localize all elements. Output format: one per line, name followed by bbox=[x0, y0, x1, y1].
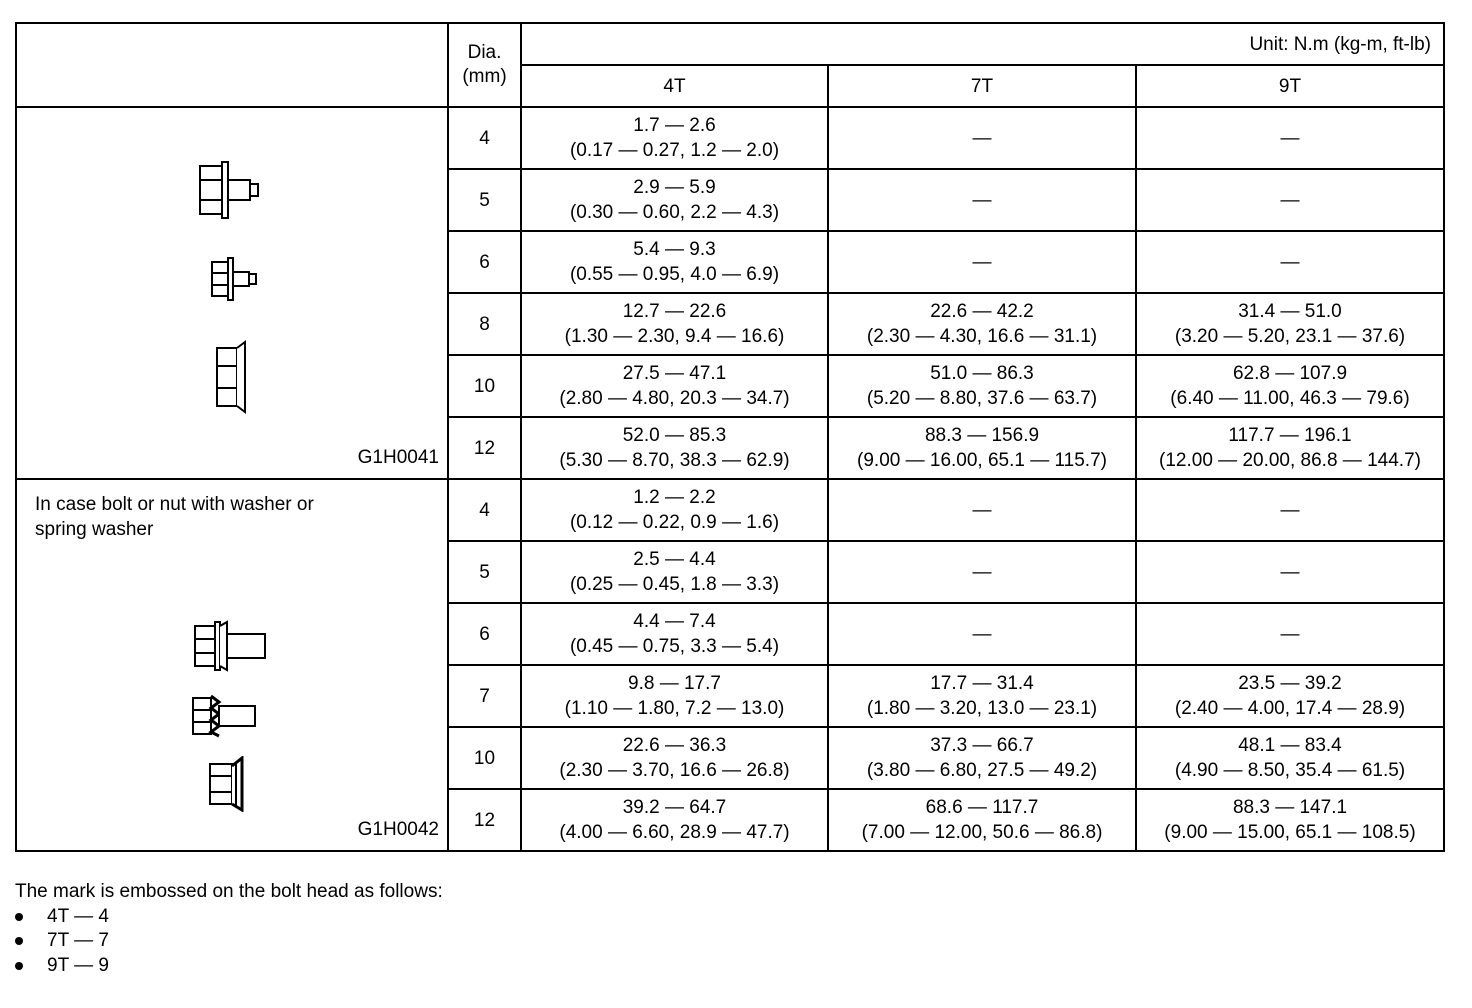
torque-nm: 52.0 — 85.3 bbox=[622, 425, 727, 446]
mark-item: 9T — 9 bbox=[15, 954, 443, 979]
torque-nm: — bbox=[1280, 561, 1300, 583]
torque-nm: 68.6 — 117.7 bbox=[925, 797, 1039, 818]
torque-nm: 62.8 — 107.9 bbox=[1232, 363, 1348, 384]
torque-kgm-ftlb: (12.00 — 20.00, 86.8 — 144.7) bbox=[1159, 450, 1421, 471]
torque-kgm-ftlb: (1.80 — 3.20, 13.0 — 23.1) bbox=[866, 698, 1098, 719]
dia-cell: 8 bbox=[448, 293, 521, 355]
torque-kgm-ftlb: (7.00 — 12.00, 50.6 — 86.8) bbox=[861, 822, 1103, 843]
torque-t4-cell bbox=[521, 727, 828, 789]
torque-kgm-ftlb: (1.30 — 2.30, 9.4 — 16.6) bbox=[564, 326, 785, 347]
torque-nm: 37.3 — 66.7 bbox=[930, 735, 1034, 756]
torque-t9-cell bbox=[1136, 293, 1444, 355]
dia-cell: 10 bbox=[448, 727, 521, 789]
torque-nm: — bbox=[972, 499, 992, 521]
torque-t9-cell bbox=[1136, 479, 1444, 541]
torque-kgm-ftlb: (0.30 — 0.60, 2.2 — 4.3) bbox=[569, 202, 780, 223]
dia-cell: 7 bbox=[448, 665, 521, 727]
torque-t7-cell bbox=[828, 789, 1136, 851]
torque-kgm-ftlb: (1.10 — 1.80, 7.2 — 13.0) bbox=[564, 698, 785, 719]
torque-nm: 27.5 — 47.1 bbox=[622, 363, 727, 384]
dia-cell: 6 bbox=[448, 231, 521, 293]
torque-t4-cell bbox=[521, 169, 828, 231]
torque-kgm-ftlb: (0.45 — 0.75, 3.3 — 5.4) bbox=[569, 636, 780, 657]
torque-t7-cell bbox=[828, 293, 1136, 355]
torque-nm: 51.0 — 86.3 bbox=[930, 363, 1034, 384]
torque-nm: — bbox=[1280, 623, 1300, 645]
torque-t4-cell bbox=[521, 479, 828, 541]
dia-cell: 5 bbox=[448, 169, 521, 231]
torque-nm: 39.2 — 64.7 bbox=[622, 797, 727, 818]
torque-t9-cell bbox=[1136, 417, 1444, 479]
torque-nm: 1.7 — 2.6 bbox=[633, 115, 716, 136]
mark-list bbox=[15, 905, 443, 979]
torque-t7-cell bbox=[828, 541, 1136, 603]
torque-t9-cell bbox=[1136, 107, 1444, 169]
torque-t4-cell bbox=[521, 665, 828, 727]
torque-nm: 5.4 — 9.3 bbox=[633, 239, 716, 260]
torque-nm: 2.9 — 5.9 bbox=[633, 177, 716, 198]
mark-item: 4T — 4 bbox=[15, 905, 443, 930]
torque-nm: 12.7 — 22.6 bbox=[622, 301, 727, 322]
torque-t4-cell bbox=[521, 541, 828, 603]
torque-kgm-ftlb: (2.80 — 4.80, 20.3 — 34.7) bbox=[559, 388, 790, 409]
dia-cell: 12 bbox=[448, 789, 521, 851]
torque-t9-cell bbox=[1136, 541, 1444, 603]
dia-cell: 4 bbox=[448, 479, 521, 541]
torque-t4-cell bbox=[521, 789, 828, 851]
fastener-illustration-cell bbox=[16, 107, 448, 479]
torque-table bbox=[15, 22, 1445, 852]
nut-with-washer-icon bbox=[17, 756, 447, 819]
torque-kgm-ftlb: (0.25 — 0.45, 1.8 — 3.3) bbox=[569, 574, 780, 595]
table-row bbox=[16, 479, 1444, 541]
table-row bbox=[16, 107, 1444, 169]
torque-t4-cell bbox=[521, 417, 828, 479]
dia-cell: 5 bbox=[448, 541, 521, 603]
unit-header: Unit: N.m (kg-m, ft-lb) bbox=[521, 23, 1444, 65]
bolt-with-washer-icon bbox=[17, 620, 447, 679]
torque-t7-cell bbox=[828, 727, 1136, 789]
fastener-illustration-cell bbox=[16, 479, 448, 851]
torque-kgm-ftlb: (2.30 — 4.30, 16.6 — 31.1) bbox=[866, 326, 1098, 347]
torque-t4-cell bbox=[521, 107, 828, 169]
torque-t9-cell bbox=[1136, 603, 1444, 665]
torque-nm: 88.3 — 147.1 bbox=[1232, 797, 1348, 818]
torque-nm: 22.6 — 42.2 bbox=[930, 301, 1034, 322]
torque-nm: 2.5 — 4.4 bbox=[633, 549, 716, 570]
torque-nm: 117.7 — 196.1 bbox=[1228, 425, 1352, 446]
grade-7t-header: 7T bbox=[828, 65, 1136, 107]
torque-kgm-ftlb: (4.90 — 8.50, 35.4 — 61.5) bbox=[1174, 760, 1406, 781]
torque-kgm-ftlb: (6.40 — 11.00, 46.3 — 79.6) bbox=[1170, 388, 1410, 409]
torque-nm: 17.7 — 31.4 bbox=[930, 673, 1034, 694]
torque-nm: 4.4 — 7.4 bbox=[633, 611, 716, 632]
torque-kgm-ftlb: (2.30 — 3.70, 16.6 — 26.8) bbox=[559, 760, 790, 781]
bolt-with-spring-washer-icon bbox=[17, 692, 447, 747]
torque-kgm-ftlb: (9.00 — 16.00, 65.1 — 115.7) bbox=[857, 450, 1107, 471]
dia-cell: 12 bbox=[448, 417, 521, 479]
header-blank bbox=[16, 23, 448, 107]
torque-t9-cell bbox=[1136, 231, 1444, 293]
torque-t4-cell bbox=[521, 231, 828, 293]
dia-cell: 10 bbox=[448, 355, 521, 417]
footer-intro: The mark is embossed on the bolt head as follows: bbox=[15, 881, 443, 902]
torque-t9-cell bbox=[1136, 665, 1444, 727]
dia-cell: 6 bbox=[448, 603, 521, 665]
torque-kgm-ftlb: (3.20 — 5.20, 23.1 — 37.6) bbox=[1174, 326, 1406, 347]
mark-item: 7T — 7 bbox=[15, 929, 443, 954]
torque-kgm-ftlb: (3.80 — 6.80, 27.5 — 49.2) bbox=[866, 760, 1098, 781]
torque-nm: — bbox=[1280, 499, 1300, 521]
torque-t9-cell bbox=[1136, 355, 1444, 417]
torque-nm: 1.2 — 2.2 bbox=[633, 487, 716, 508]
torque-t7-cell bbox=[828, 169, 1136, 231]
torque-nm: — bbox=[972, 561, 992, 583]
torque-nm: — bbox=[1280, 127, 1300, 149]
torque-kgm-ftlb: (2.40 — 4.00, 17.4 — 28.9) bbox=[1174, 698, 1406, 719]
torque-kgm-ftlb: (0.17 — 0.27, 1.2 — 2.0) bbox=[569, 140, 780, 161]
torque-t4-cell bbox=[521, 355, 828, 417]
figure-code: G1H0041 bbox=[357, 447, 439, 468]
torque-nm: 88.3 — 156.9 bbox=[924, 425, 1040, 446]
torque-t7-cell bbox=[828, 355, 1136, 417]
torque-t7-cell bbox=[828, 231, 1136, 293]
torque-nm: 48.1 — 83.4 bbox=[1238, 735, 1342, 756]
torque-kgm-ftlb: (9.00 — 15.00, 65.1 — 108.5) bbox=[1164, 822, 1416, 843]
grade-9t-header: 9T bbox=[1136, 65, 1444, 107]
torque-t4-cell bbox=[521, 603, 828, 665]
torque-nm: 22.6 — 36.3 bbox=[622, 735, 727, 756]
torque-kgm-ftlb: (0.12 — 0.22, 0.9 — 1.6) bbox=[569, 512, 780, 533]
torque-nm: — bbox=[972, 623, 992, 645]
torque-nm: 23.5 — 39.2 bbox=[1238, 673, 1342, 694]
torque-t9-cell bbox=[1136, 789, 1444, 851]
torque-nm: 31.4 — 51.0 bbox=[1238, 301, 1342, 322]
dia-cell: 4 bbox=[448, 107, 521, 169]
torque-nm: 9.8 — 17.7 bbox=[628, 673, 721, 694]
torque-nm: — bbox=[1280, 189, 1300, 211]
dia-header: Dia. (mm) bbox=[448, 23, 521, 107]
torque-t9-cell bbox=[1136, 727, 1444, 789]
footer-note bbox=[15, 880, 443, 978]
flange-bolt-small-icon bbox=[17, 256, 447, 309]
torque-t7-cell bbox=[828, 603, 1136, 665]
grade-4t-header: 4T bbox=[521, 65, 828, 107]
torque-t7-cell bbox=[828, 107, 1136, 169]
torque-nm: — bbox=[972, 127, 992, 149]
torque-t7-cell bbox=[828, 479, 1136, 541]
flange-nut-icon bbox=[17, 340, 447, 421]
torque-t7-cell bbox=[828, 665, 1136, 727]
torque-nm: — bbox=[972, 189, 992, 211]
torque-nm: — bbox=[1280, 251, 1300, 273]
torque-kgm-ftlb: (5.20 — 8.80, 37.6 — 63.7) bbox=[866, 388, 1098, 409]
figure-code: G1H0042 bbox=[357, 819, 439, 840]
torque-kgm-ftlb: (0.55 — 0.95, 4.0 — 6.9) bbox=[569, 264, 780, 285]
torque-kgm-ftlb: (5.30 — 8.70, 38.3 — 62.9) bbox=[559, 450, 790, 471]
torque-kgm-ftlb: (4.00 — 6.60, 28.9 — 47.7) bbox=[559, 822, 790, 843]
washer-note: In case bolt or nut with washer or spring washer bbox=[35, 494, 314, 540]
torque-t4-cell bbox=[521, 293, 828, 355]
flange-bolt-large-icon bbox=[17, 160, 447, 227]
torque-t9-cell bbox=[1136, 169, 1444, 231]
torque-nm: — bbox=[972, 251, 992, 273]
torque-t7-cell bbox=[828, 417, 1136, 479]
